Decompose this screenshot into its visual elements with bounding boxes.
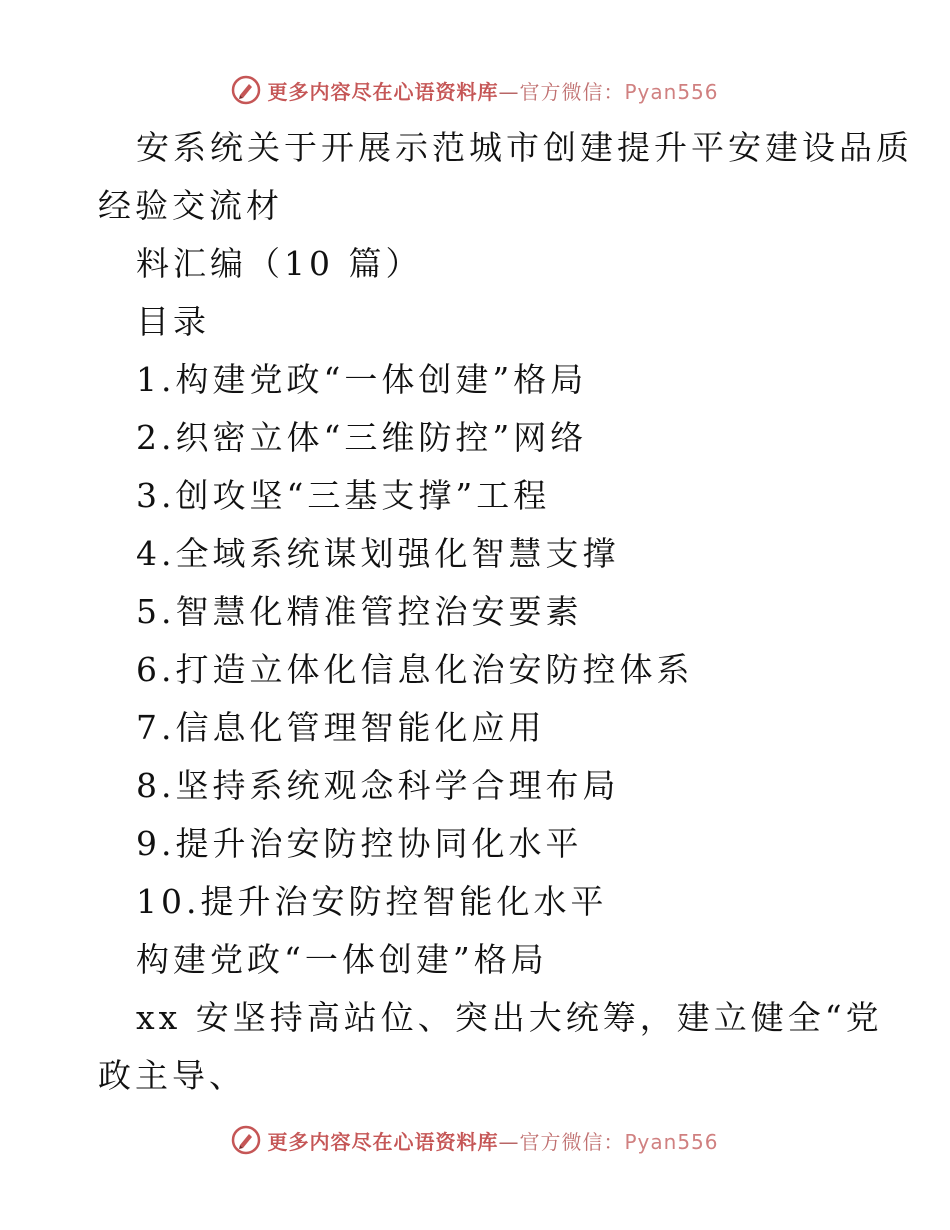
toc-item: 10.提升治安防控智能化水平	[136, 882, 608, 921]
pen-circle-logo-icon	[231, 1125, 261, 1155]
title-line-3: 料汇编（10 篇）	[136, 244, 423, 283]
toc-heading: 目录	[136, 302, 210, 341]
title-line-1: 安系统关于开展示范城市创建提升平安建设品质	[136, 128, 913, 167]
watermark-site: 更多内容尽在心语资料库	[267, 1129, 499, 1154]
watermark-text	[267, 1126, 718, 1155]
pen-circle-logo-icon	[231, 75, 261, 105]
footer-watermark	[0, 1120, 950, 1160]
toc-item: 5.智慧化精准管控治安要素	[136, 592, 583, 631]
watermark-wechat-id: Pyan556	[624, 1129, 719, 1154]
toc-item: 3.创攻坚“三基支撑”工程	[136, 476, 551, 515]
toc-item: 1.构建党政“一体创建”格局	[136, 360, 588, 399]
toc-item: 4.全域系统谋划强化智慧支撑	[136, 534, 620, 573]
watermark-text	[267, 76, 718, 105]
body-paragraph-line-2: 政主导、	[98, 1056, 246, 1095]
title-line-2: 经验交流材	[98, 186, 283, 225]
toc-item: 6.打造立体化信息化治安防控体系	[136, 650, 694, 689]
watermark-separator: —	[498, 1129, 520, 1154]
body-paragraph-line-1: xx 安坚持高站位、突出大统筹，建立健全“党	[136, 998, 883, 1037]
watermark-separator: —	[498, 79, 520, 104]
header-watermark	[0, 70, 950, 110]
watermark-wechat-label: 官方微信：	[519, 1129, 625, 1154]
watermark-site: 更多内容尽在心语资料库	[267, 79, 499, 104]
watermark-wechat-label: 官方微信：	[519, 79, 625, 104]
watermark-wechat-id: Pyan556	[624, 79, 719, 104]
toc-item: 8.坚持系统观念科学合理布局	[136, 766, 620, 805]
toc-item: 9.提升治安防控协同化水平	[136, 824, 583, 863]
toc-item: 2.织密立体“三维防控”网络	[136, 418, 588, 457]
section-heading: 构建党政“一体创建”格局	[136, 940, 548, 979]
toc-item: 7.信息化管理智能化应用	[136, 708, 546, 747]
